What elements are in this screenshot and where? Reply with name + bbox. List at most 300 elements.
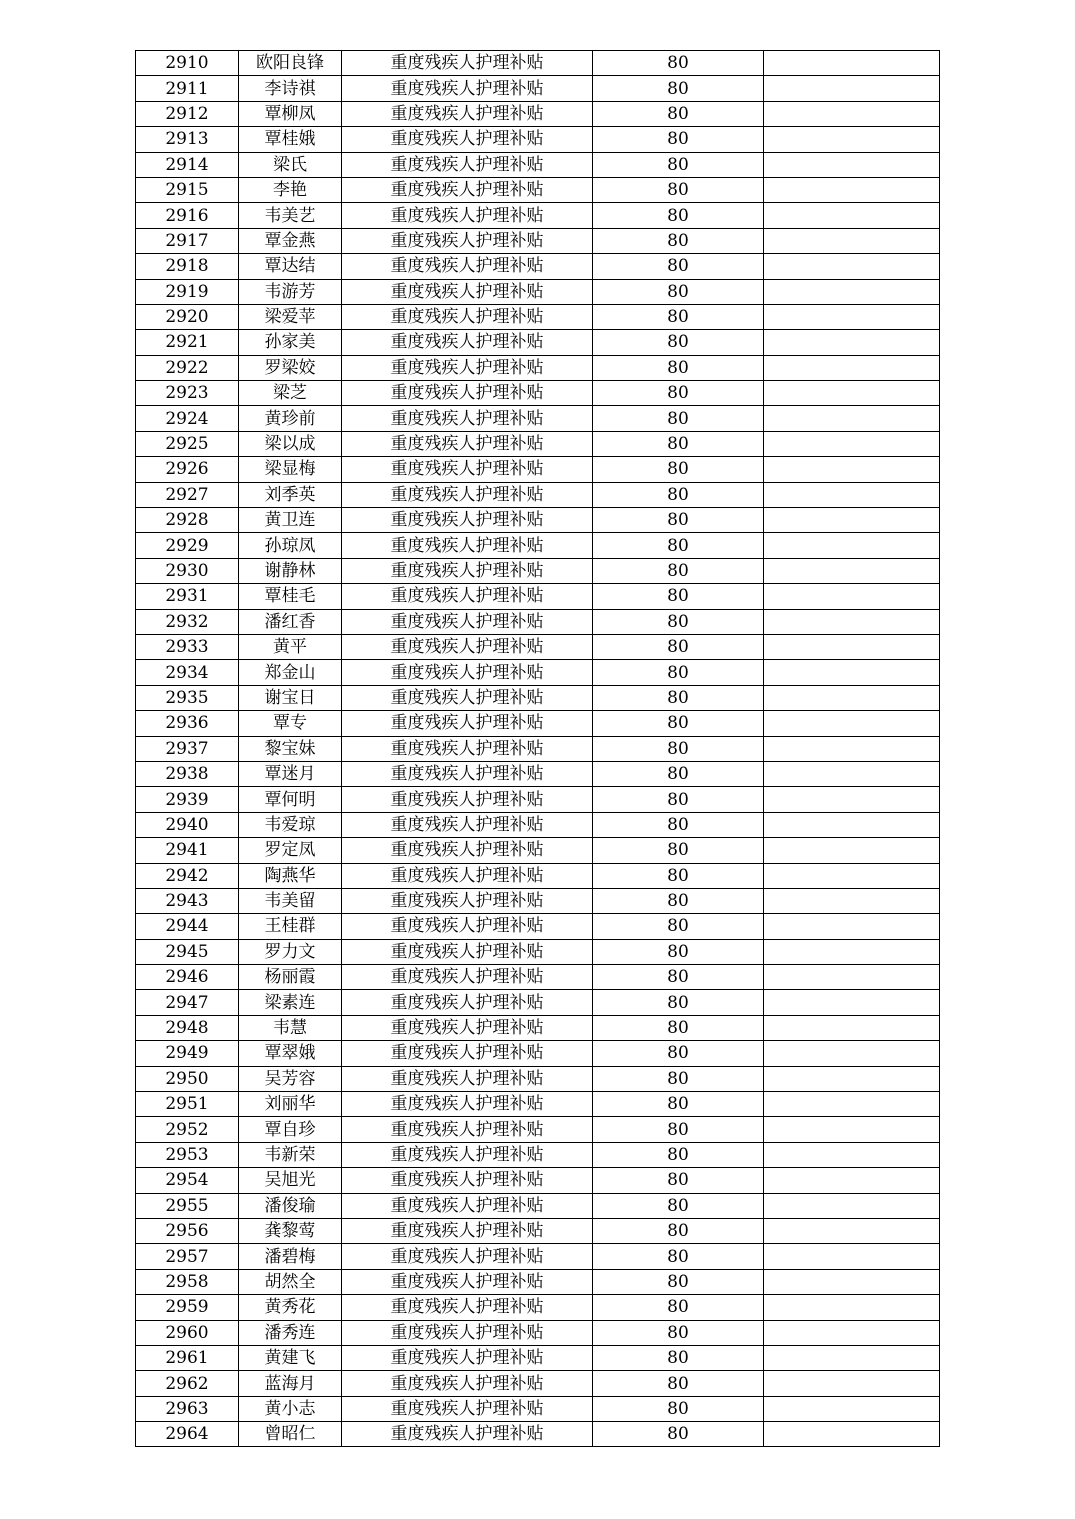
amount-cell: 80 [593,685,764,710]
amount-cell: 80 [593,1066,764,1091]
subsidy-table-body [136,51,940,1447]
note-cell [764,1066,940,1091]
row-number-cell: 2918 [136,254,239,279]
note-cell [764,457,940,482]
note-cell [764,533,940,558]
subsidy-type-cell: 重度残疾人护理补贴 [342,457,593,482]
note-cell [764,381,940,406]
note-cell [764,838,940,863]
note-cell [764,660,940,685]
note-cell [764,1422,940,1447]
subsidy-type-cell: 重度残疾人护理补贴 [342,1193,593,1218]
note-cell [764,863,940,888]
table-row [136,381,940,406]
note-cell [764,1269,940,1294]
amount-cell: 80 [593,761,764,786]
table-row [136,660,940,685]
subsidy-type-cell: 重度残疾人护理补贴 [342,101,593,126]
name-cell: 胡然全 [239,1269,342,1294]
table-row [136,1371,940,1396]
subsidy-type-cell: 重度残疾人护理补贴 [342,914,593,939]
note-cell [764,406,940,431]
row-number-cell: 2961 [136,1345,239,1370]
note-cell [764,1092,940,1117]
amount-cell: 80 [593,914,764,939]
table-row [136,634,940,659]
amount-cell: 80 [593,1269,764,1294]
subsidy-type-cell: 重度残疾人护理补贴 [342,863,593,888]
amount-cell: 80 [593,939,764,964]
amount-cell: 80 [593,1041,764,1066]
name-cell: 黎宝妹 [239,736,342,761]
note-cell [764,1244,940,1269]
amount-cell: 80 [593,482,764,507]
subsidy-type-cell: 重度残疾人护理补贴 [342,1066,593,1091]
name-cell: 孙家美 [239,330,342,355]
row-number-cell: 2936 [136,711,239,736]
amount-cell: 80 [593,558,764,583]
row-number-cell: 2937 [136,736,239,761]
name-cell: 孙琼凤 [239,533,342,558]
row-number-cell: 2959 [136,1295,239,1320]
amount-cell: 80 [593,355,764,380]
row-number-cell: 2962 [136,1371,239,1396]
row-number-cell: 2917 [136,228,239,253]
subsidy-type-cell: 重度残疾人护理补贴 [342,203,593,228]
row-number-cell: 2931 [136,584,239,609]
row-number-cell: 2964 [136,1422,239,1447]
table-row [136,609,940,634]
subsidy-type-cell: 重度残疾人护理补贴 [342,228,593,253]
subsidy-type-cell: 重度残疾人护理补贴 [342,1015,593,1040]
amount-cell: 80 [593,863,764,888]
name-cell: 覃桂毛 [239,584,342,609]
amount-cell: 80 [593,1218,764,1243]
table-row [136,787,940,812]
table-row [136,965,940,990]
table-row [136,939,940,964]
amount-cell: 80 [593,152,764,177]
table-row [136,1269,940,1294]
amount-cell: 80 [593,660,764,685]
table-row [136,838,940,863]
amount-cell: 80 [593,965,764,990]
table-row [136,558,940,583]
name-cell: 梁以成 [239,431,342,456]
subsidy-type-cell: 重度残疾人护理补贴 [342,787,593,812]
subsidy-type-cell: 重度残疾人护理补贴 [342,355,593,380]
row-number-cell: 2939 [136,787,239,812]
note-cell [764,736,940,761]
name-cell: 刘丽华 [239,1092,342,1117]
row-number-cell: 2954 [136,1168,239,1193]
name-cell: 罗力文 [239,939,342,964]
subsidy-type-cell: 重度残疾人护理补贴 [342,761,593,786]
note-cell [764,304,940,329]
note-cell [764,939,940,964]
amount-cell: 80 [593,330,764,355]
name-cell: 梁素连 [239,990,342,1015]
subsidy-type-cell: 重度残疾人护理补贴 [342,888,593,913]
amount-cell: 80 [593,406,764,431]
note-cell [764,1168,940,1193]
name-cell: 覃迷月 [239,761,342,786]
subsidy-type-cell: 重度残疾人护理补贴 [342,609,593,634]
table-row [136,330,940,355]
name-cell: 韦新荣 [239,1142,342,1167]
subsidy-type-cell: 重度残疾人护理补贴 [342,304,593,329]
row-number-cell: 2943 [136,888,239,913]
name-cell: 黄小志 [239,1396,342,1421]
note-cell [764,1345,940,1370]
table-row [136,279,940,304]
subsidy-type-cell: 重度残疾人护理补贴 [342,508,593,533]
row-number-cell: 2940 [136,812,239,837]
amount-cell: 80 [593,254,764,279]
row-number-cell: 2925 [136,431,239,456]
row-number-cell: 2950 [136,1066,239,1091]
amount-cell: 80 [593,609,764,634]
note-cell [764,279,940,304]
name-cell: 覃柳凤 [239,101,342,126]
row-number-cell: 2929 [136,533,239,558]
subsidy-type-cell: 重度残疾人护理补贴 [342,1396,593,1421]
amount-cell: 80 [593,1168,764,1193]
amount-cell: 80 [593,279,764,304]
name-cell: 覃何明 [239,787,342,812]
subsidy-type-cell: 重度残疾人护理补贴 [342,711,593,736]
name-cell: 黄建飞 [239,1345,342,1370]
table-row [136,304,940,329]
table-row [136,1066,940,1091]
table-row [136,736,940,761]
subsidy-type-cell: 重度残疾人护理补贴 [342,127,593,152]
table-row [136,990,940,1015]
amount-cell: 80 [593,1295,764,1320]
name-cell: 曾昭仁 [239,1422,342,1447]
row-number-cell: 2912 [136,101,239,126]
amount-cell: 80 [593,127,764,152]
row-number-cell: 2941 [136,838,239,863]
name-cell: 刘季英 [239,482,342,507]
table-row [136,584,940,609]
name-cell: 潘碧梅 [239,1244,342,1269]
table-row [136,457,940,482]
amount-cell: 80 [593,736,764,761]
subsidy-type-cell: 重度残疾人护理补贴 [342,558,593,583]
name-cell: 黄秀花 [239,1295,342,1320]
amount-cell: 80 [593,1193,764,1218]
row-number-cell: 2914 [136,152,239,177]
amount-cell: 80 [593,457,764,482]
subsidy-type-cell: 重度残疾人护理补贴 [342,406,593,431]
table-row [136,355,940,380]
note-cell [764,152,940,177]
amount-cell: 80 [593,51,764,76]
amount-cell: 80 [593,711,764,736]
name-cell: 欧阳良锋 [239,51,342,76]
table-row [136,914,940,939]
amount-cell: 80 [593,990,764,1015]
table-row [136,51,940,76]
table-row [136,711,940,736]
row-number-cell: 2911 [136,76,239,101]
name-cell: 龚黎莺 [239,1218,342,1243]
name-cell: 罗梁姣 [239,355,342,380]
name-cell: 韦游芳 [239,279,342,304]
name-cell: 覃金燕 [239,228,342,253]
note-cell [764,228,940,253]
name-cell: 梁显梅 [239,457,342,482]
note-cell [764,177,940,202]
amount-cell: 80 [593,101,764,126]
table-row [136,1168,940,1193]
table-row [136,406,940,431]
table-row [136,1142,940,1167]
name-cell: 黄卫连 [239,508,342,533]
row-number-cell: 2956 [136,1218,239,1243]
name-cell: 郑金山 [239,660,342,685]
subsidy-type-cell: 重度残疾人护理补贴 [342,1218,593,1243]
row-number-cell: 2920 [136,304,239,329]
row-number-cell: 2960 [136,1320,239,1345]
name-cell: 李诗祺 [239,76,342,101]
subsidy-type-cell: 重度残疾人护理补贴 [342,634,593,659]
note-cell [764,711,940,736]
table-row [136,685,940,710]
name-cell: 谢宝日 [239,685,342,710]
row-number-cell: 2955 [136,1193,239,1218]
subsidy-type-cell: 重度残疾人护理补贴 [342,1320,593,1345]
amount-cell: 80 [593,1371,764,1396]
row-number-cell: 2923 [136,381,239,406]
subsidy-type-cell: 重度残疾人护理补贴 [342,482,593,507]
row-number-cell: 2932 [136,609,239,634]
subsidy-table [135,50,940,1447]
table-row [136,101,940,126]
table-row [136,1422,940,1447]
row-number-cell: 2924 [136,406,239,431]
subsidy-type-cell: 重度残疾人护理补贴 [342,1142,593,1167]
note-cell [764,787,940,812]
name-cell: 罗定凤 [239,838,342,863]
table-row [136,863,940,888]
subsidy-type-cell: 重度残疾人护理补贴 [342,1371,593,1396]
note-cell [764,1320,940,1345]
table-row [136,1092,940,1117]
name-cell: 王桂群 [239,914,342,939]
note-cell [764,51,940,76]
subsidy-type-cell: 重度残疾人护理补贴 [342,431,593,456]
note-cell [764,330,940,355]
name-cell: 梁爱苹 [239,304,342,329]
subsidy-type-cell: 重度残疾人护理补贴 [342,254,593,279]
row-number-cell: 2963 [136,1396,239,1421]
note-cell [764,1117,940,1142]
row-number-cell: 2947 [136,990,239,1015]
table-row [136,1244,940,1269]
name-cell: 梁氏 [239,152,342,177]
note-cell [764,965,940,990]
amount-cell: 80 [593,228,764,253]
amount-cell: 80 [593,584,764,609]
row-number-cell: 2958 [136,1269,239,1294]
amount-cell: 80 [593,533,764,558]
table-row [136,888,940,913]
row-number-cell: 2952 [136,1117,239,1142]
subsidy-type-cell: 重度残疾人护理补贴 [342,1422,593,1447]
name-cell: 覃专 [239,711,342,736]
row-number-cell: 2945 [136,939,239,964]
name-cell: 李艳 [239,177,342,202]
table-row [136,1345,940,1370]
name-cell: 韦慧 [239,1015,342,1040]
name-cell: 陶燕华 [239,863,342,888]
subsidy-type-cell: 重度残疾人护理补贴 [342,1244,593,1269]
table-row [136,812,940,837]
note-cell [764,558,940,583]
table-row [136,228,940,253]
amount-cell: 80 [593,1422,764,1447]
row-number-cell: 2948 [136,1015,239,1040]
note-cell [764,127,940,152]
subsidy-type-cell: 重度残疾人护理补贴 [342,533,593,558]
subsidy-type-cell: 重度残疾人护理补贴 [342,812,593,837]
row-number-cell: 2951 [136,1092,239,1117]
table-row [136,1041,940,1066]
note-cell [764,609,940,634]
row-number-cell: 2927 [136,482,239,507]
amount-cell: 80 [593,304,764,329]
row-number-cell: 2910 [136,51,239,76]
amount-cell: 80 [593,431,764,456]
subsidy-type-cell: 重度残疾人护理补贴 [342,1092,593,1117]
amount-cell: 80 [593,838,764,863]
row-number-cell: 2915 [136,177,239,202]
name-cell: 韦爱琼 [239,812,342,837]
table-row [136,203,940,228]
subsidy-type-cell: 重度残疾人护理补贴 [342,1041,593,1066]
subsidy-type-cell: 重度残疾人护理补贴 [342,990,593,1015]
amount-cell: 80 [593,1396,764,1421]
note-cell [764,482,940,507]
subsidy-type-cell: 重度残疾人护理补贴 [342,838,593,863]
row-number-cell: 2913 [136,127,239,152]
subsidy-type-cell: 重度残疾人护理补贴 [342,736,593,761]
subsidy-type-cell: 重度残疾人护理补贴 [342,1117,593,1142]
amount-cell: 80 [593,812,764,837]
amount-cell: 80 [593,634,764,659]
row-number-cell: 2938 [136,761,239,786]
note-cell [764,685,940,710]
amount-cell: 80 [593,508,764,533]
name-cell: 吴旭光 [239,1168,342,1193]
note-cell [764,508,940,533]
row-number-cell: 2916 [136,203,239,228]
row-number-cell: 2926 [136,457,239,482]
row-number-cell: 2935 [136,685,239,710]
note-cell [764,888,940,913]
name-cell: 潘俊瑜 [239,1193,342,1218]
note-cell [764,76,940,101]
row-number-cell: 2922 [136,355,239,380]
amount-cell: 80 [593,1117,764,1142]
subsidy-type-cell: 重度残疾人护理补贴 [342,1269,593,1294]
note-cell [764,761,940,786]
note-cell [764,914,940,939]
row-number-cell: 2942 [136,863,239,888]
note-cell [764,431,940,456]
row-number-cell: 2944 [136,914,239,939]
subsidy-type-cell: 重度残疾人护理补贴 [342,939,593,964]
row-number-cell: 2921 [136,330,239,355]
name-cell: 吴芳容 [239,1066,342,1091]
name-cell: 杨丽霞 [239,965,342,990]
table-row [136,1117,940,1142]
note-cell [764,1295,940,1320]
subsidy-type-cell: 重度残疾人护理补贴 [342,51,593,76]
note-cell [764,1371,940,1396]
row-number-cell: 2946 [136,965,239,990]
name-cell: 黄珍前 [239,406,342,431]
note-cell [764,355,940,380]
amount-cell: 80 [593,1142,764,1167]
table-row [136,127,940,152]
table-row [136,1295,940,1320]
amount-cell: 80 [593,1244,764,1269]
subsidy-type-cell: 重度残疾人护理补贴 [342,177,593,202]
row-number-cell: 2957 [136,1244,239,1269]
name-cell: 潘秀连 [239,1320,342,1345]
note-cell [764,1396,940,1421]
table-row [136,1218,940,1243]
amount-cell: 80 [593,787,764,812]
note-cell [764,1041,940,1066]
note-cell [764,812,940,837]
table-row [136,1396,940,1421]
amount-cell: 80 [593,888,764,913]
amount-cell: 80 [593,381,764,406]
subsidy-type-cell: 重度残疾人护理补贴 [342,381,593,406]
name-cell: 覃自珍 [239,1117,342,1142]
amount-cell: 80 [593,76,764,101]
name-cell: 覃达结 [239,254,342,279]
table-row [136,533,940,558]
row-number-cell: 2934 [136,660,239,685]
name-cell: 谢静林 [239,558,342,583]
subsidy-type-cell: 重度残疾人护理补贴 [342,660,593,685]
subsidy-type-cell: 重度残疾人护理补贴 [342,965,593,990]
row-number-cell: 2919 [136,279,239,304]
name-cell: 潘红香 [239,609,342,634]
note-cell [764,1193,940,1218]
table-row [136,1193,940,1218]
table-row [136,508,940,533]
row-number-cell: 2949 [136,1041,239,1066]
table-row [136,1015,940,1040]
row-number-cell: 2928 [136,508,239,533]
name-cell: 覃翠娥 [239,1041,342,1066]
table-row [136,152,940,177]
note-cell [764,254,940,279]
table-row [136,254,940,279]
table-row [136,431,940,456]
note-cell [764,990,940,1015]
subsidy-type-cell: 重度残疾人护理补贴 [342,584,593,609]
row-number-cell: 2953 [136,1142,239,1167]
note-cell [764,203,940,228]
subsidy-type-cell: 重度残疾人护理补贴 [342,152,593,177]
